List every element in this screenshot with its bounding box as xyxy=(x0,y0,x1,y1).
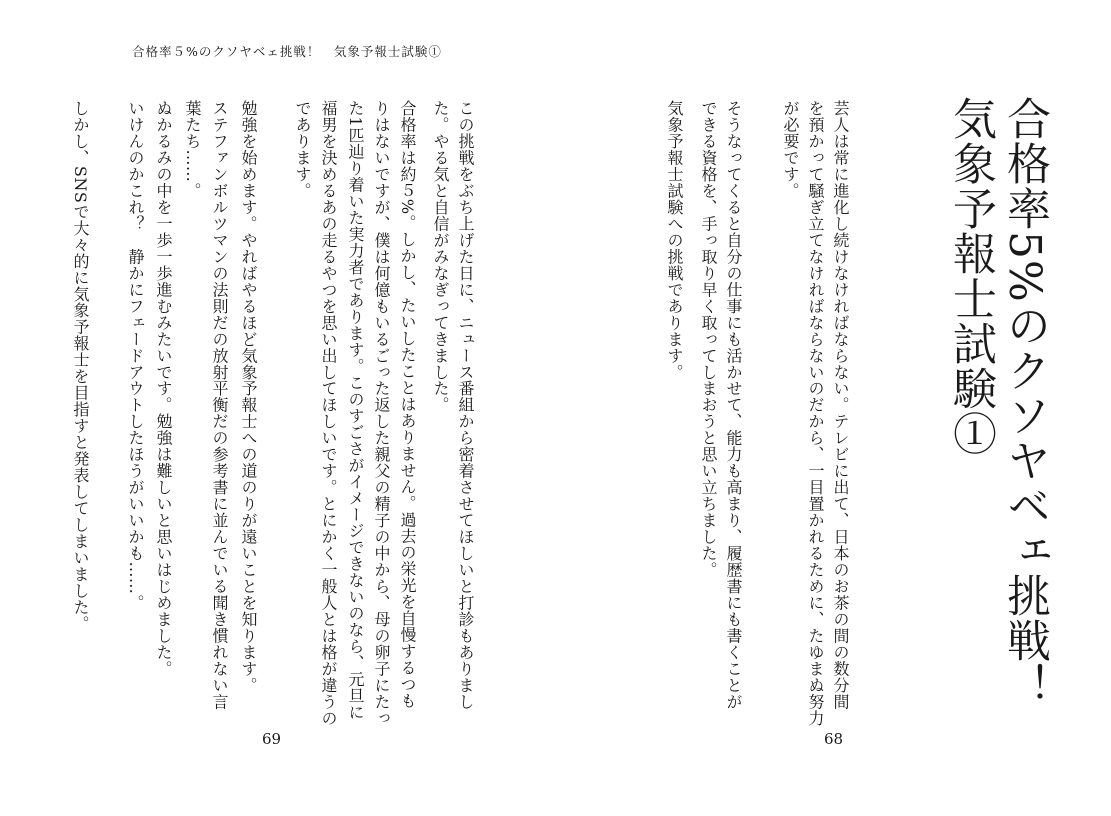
left-page-line: た1匹辿り着いた実力者であります。このすごさがイメージできないのなら、元旦に xyxy=(346,100,365,721)
chapter-title-line1: 合格率5%のクソヤベェ挑戦！ xyxy=(999,96,1050,708)
left-page-line: 勉強を始めます。やればやるほど気象予報士への道のりが遠いことを知ります。 xyxy=(239,100,258,694)
right-page-line: そうなってくると自分の仕事にも活かせて、能力も高まり、履歴書にも書くことが xyxy=(724,100,743,710)
page-number-left: 69 xyxy=(262,730,282,748)
page-number-right: 68 xyxy=(824,730,844,748)
right-page-line: できる資格を、手っ取り早く取ってしまおうと思い立ちました。 xyxy=(699,100,718,578)
right-page-line: 気象予報士試験への挑戦であります。 xyxy=(665,100,684,381)
left-page-line: 合格率は約５%。しかし、たいしたことはありません。過去の栄光を自慢するつも xyxy=(398,100,417,709)
right-page-line: を預かって騒ぎ立てなければならないのだから、一目置かれるために、たゆまぬ努力 xyxy=(806,100,825,727)
left-page-line: であります。 xyxy=(293,100,312,199)
left-page-line: りはないですが、僕は何億もいるごった返した親父の精子の中から、母の卵子にたっ xyxy=(372,100,391,727)
left-page-line: ぬかるみの中を一歩一歩進むみたいです。勉強は難しいと思いはじめました。 xyxy=(154,100,173,677)
left-page-line: しかし、SNSで大々的に気象予報士を目指すと発表してしまいました。 xyxy=(71,100,90,632)
running-header: 合格率５%のクソヤベェ挑戦！ 気象予報士試験① xyxy=(132,44,442,59)
left-page-line: ステファンボルツマンの法則だの放射平衡だの参考書に並んでいる聞き慣れない言 xyxy=(210,100,229,710)
left-page-line: 福男を決めるあの走るやつを思い出してほしいです。とにかく一般人とは格が違うの xyxy=(319,100,338,727)
right-page-line: 芸人は常に進化し続けなければならない。テレビに出て、日本のお茶の間の数分間 xyxy=(831,100,850,710)
right-page-line: が必要です。 xyxy=(781,100,800,199)
left-page-line: た。やる気と自信がみなぎってきました。 xyxy=(431,100,450,414)
left-page-line: いけんのかこれ？ 静かにフェードアウトしたほうがいいかも……。 xyxy=(126,100,145,611)
chapter-title-line2: 気象予報士試験① xyxy=(945,96,996,456)
left-page-line: 葉たち……。 xyxy=(183,100,202,199)
left-page-line: この挑戦をぶち上げた日に、ニュース番組から密着させてほしいと打診もありまし xyxy=(456,100,475,710)
